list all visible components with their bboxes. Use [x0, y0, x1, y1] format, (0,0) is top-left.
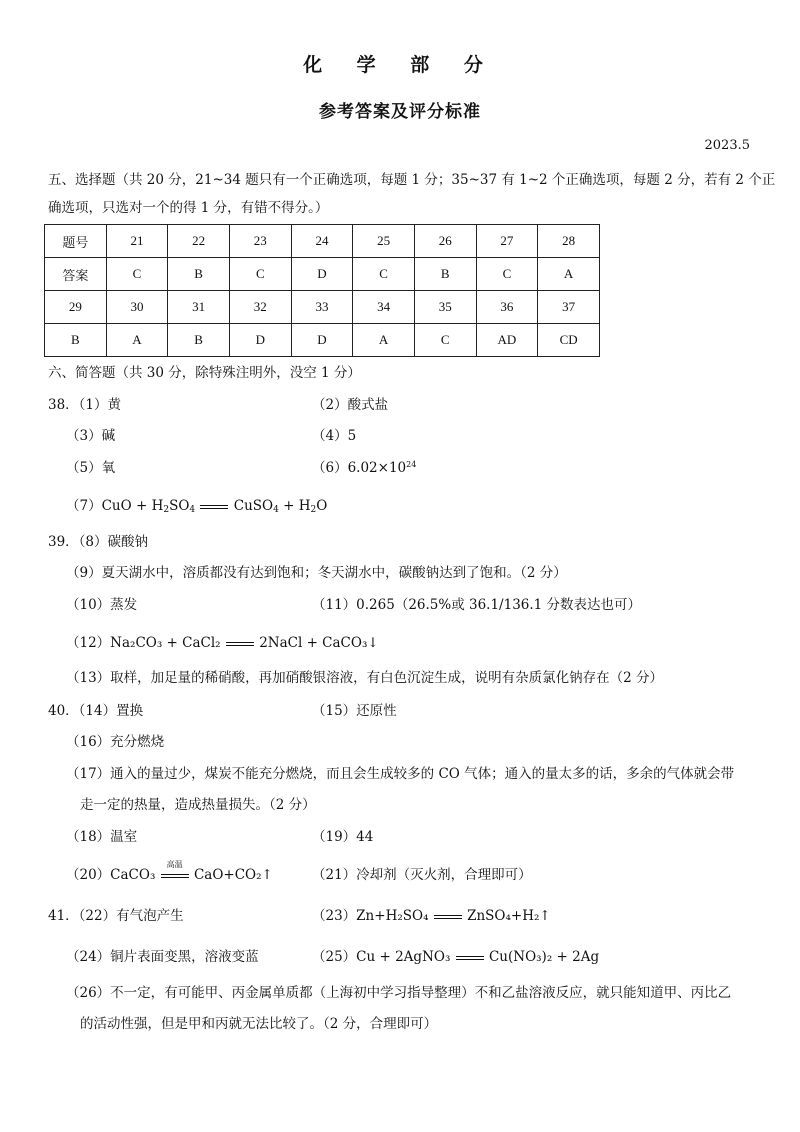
answer-38-3: （3）碱	[66, 428, 116, 444]
answer-38-7: $(7)CuO + H_2SO_4$ CuSO$_4$ + $H_2O$	[66, 498, 328, 515]
table-cell: 37	[538, 291, 600, 324]
table-cell: 25	[353, 225, 415, 258]
table-cell: C	[476, 258, 538, 291]
equals-sign-icon	[455, 950, 485, 966]
answer-40-17-line1: （17）通入的量过少，煤炭不能充分燃烧，而且会生成较多的 CO 气体；通入的量太多的话，多余的气体就会带	[66, 766, 735, 782]
answer-41-26-line2: 的活动性强，但是甲和丙就无法比较了。（2 分，合理即可）	[80, 1016, 438, 1032]
table-cell: D	[291, 258, 353, 291]
table-cell: 23	[229, 225, 291, 258]
table-cell: B	[45, 324, 107, 357]
table-cell: D	[229, 324, 291, 357]
table-cell: A	[353, 324, 415, 357]
table-row	[45, 258, 600, 291]
table-cell: A	[106, 324, 168, 357]
answer-40-14: 40．（14）置换	[48, 703, 144, 719]
table-row	[45, 291, 600, 324]
table-cell: 30	[106, 291, 168, 324]
table-cell: D	[291, 324, 353, 357]
table-cell: 27	[476, 225, 538, 258]
answer-40-18: （18）温室	[66, 829, 138, 845]
table-cell: 答案	[45, 258, 107, 291]
table-cell: 36	[476, 291, 538, 324]
equals-sign-icon: 高温	[160, 868, 190, 884]
table-cell: CD	[538, 324, 600, 357]
table-cell: B	[168, 324, 230, 357]
table-cell: 31	[168, 291, 230, 324]
section5-heading-line1: 五、选择题（共 20 分，21~34 题只有一个正确选项，每题 1 分；35~37 有 1~2 个正确选项，每题 2 分，若有 2 个正	[48, 172, 776, 188]
answer-39-9: （9）夏天湖水中，溶质都没有达到饱和；冬天湖水中，碳酸钠达到了饱和。（2 分）	[66, 565, 567, 581]
table-cell: B	[414, 258, 476, 291]
table-row	[45, 225, 600, 258]
answer-40-17-line2: 走一定的热量，造成热量损失。（2 分）	[80, 797, 316, 813]
table-cell: 33	[291, 291, 353, 324]
equals-sign-icon	[225, 636, 255, 652]
table-cell: B	[168, 258, 230, 291]
answer-39-12: （12）Na₂CO₃ + CaCl₂ 2NaCl + CaCO₃↓	[66, 635, 379, 651]
section5-heading-line2: 确选项，只选对一个的得 1 分，有错不得分。）	[48, 200, 329, 216]
page-title: 化 学 部 分	[303, 54, 497, 76]
answer-39-13: （13）取样，加足量的稀硝酸，再加硝酸银溶液，有白色沉淀生成，说明有杂质氯化钠存在（2 分）	[66, 670, 664, 686]
table-cell: 22	[168, 225, 230, 258]
table-cell: C	[353, 258, 415, 291]
table-cell: 32	[229, 291, 291, 324]
table-cell: C	[106, 258, 168, 291]
table-cell: 28	[538, 225, 600, 258]
answer-40-19: （19）44	[312, 829, 374, 845]
answer-41-24: （24）铜片表面变黑，溶液变蓝	[66, 949, 259, 965]
answer-41-22: 41．（22）有气泡产生	[48, 908, 184, 924]
answer-39-8: 39．（8）碳酸钠	[48, 534, 149, 550]
answer-41-25: （25）Cu + 2AgNO₃ Cu(NO₃)₂ + 2Ag	[312, 949, 600, 965]
table-cell: 26	[414, 225, 476, 258]
answer-38-1: 38．（1）黄	[48, 397, 122, 413]
answer-40-16: （16）充分燃烧	[66, 734, 165, 750]
answer-41-23: （23）Zn+H₂SO₄ ZnSO₄+H₂↑	[312, 908, 551, 924]
answer-38-4: （4）5	[312, 428, 357, 444]
answer-40-15: （15）还原性	[312, 703, 397, 719]
answer-table	[44, 224, 600, 357]
table-row	[45, 324, 600, 357]
answer-39-10: （10）蒸发	[66, 597, 138, 613]
table-cell: 21	[106, 225, 168, 258]
answer-39-11: （11）0.265（26.5%或 36.1/136.1 分数表达也可）	[312, 597, 642, 613]
date: 2023.5	[704, 138, 750, 153]
table-cell: AD	[476, 324, 538, 357]
answer-40-20: （20）CaCO₃ 高温 CaO+CO₂↑	[66, 859, 273, 883]
table-cell: 题号	[45, 225, 107, 258]
table-cell: 24	[291, 225, 353, 258]
answer-38-5: （5）氧	[66, 460, 116, 476]
table-cell: C	[414, 324, 476, 357]
section6-heading: 六、简答题（共 30 分，除特殊注明外，没空 1 分）	[48, 365, 361, 381]
answer-38-6: $(6)6.02\times 10^{24}$	[312, 460, 417, 476]
table-cell: 29	[45, 291, 107, 324]
answer-40-21: （21）冷却剂（灭火剂，合理即可）	[312, 867, 532, 883]
table-cell: C	[229, 258, 291, 291]
answer-38-2: （2）酸式盐	[312, 397, 389, 413]
page-subtitle: 参考答案及评分标准	[319, 102, 481, 122]
table-cell: 34	[353, 291, 415, 324]
equals-sign-icon	[433, 909, 463, 925]
table-cell: A	[538, 258, 600, 291]
table-cell: 35	[414, 291, 476, 324]
answer-41-26-line1: （26）不一定，有可能甲、丙金属单质都（上海初中学习指导整理）不和乙盐溶液反应，就只能知道甲、丙比乙	[66, 985, 732, 1001]
equals-sign-icon	[199, 499, 229, 515]
